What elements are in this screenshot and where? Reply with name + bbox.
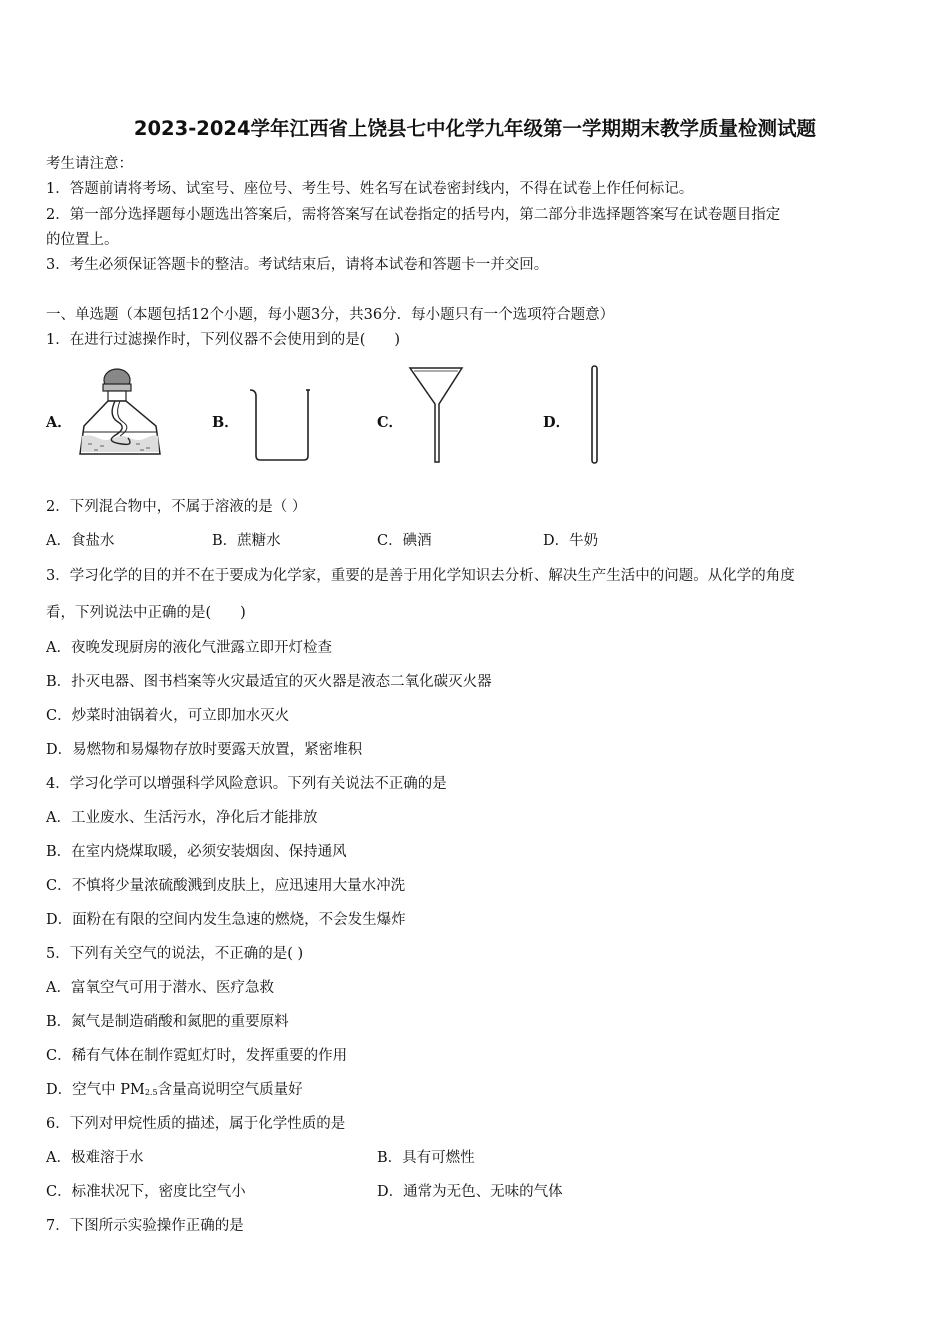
q5-option-d [46, 1078, 303, 1099]
q5-option-c: C．稀有气体在制作霓虹灯时，发挥重要的作用 [46, 1048, 348, 1064]
pm-subscript: 2.5 [144, 1088, 158, 1097]
q1-label-b: B． [212, 414, 239, 431]
q2-option-d: D．牛奶 [543, 533, 599, 549]
glass-rod-icon [588, 364, 602, 466]
question-2-stem: 2．下列混合物中，不属于溶液的是（ ） [46, 499, 307, 515]
q3-option-a: A．夜晚发现厨房的液化气泄露立即开灯检查 [46, 640, 332, 656]
q4-option-b: B．在室内烧煤取暖，必须安装烟囱、保持通风 [46, 844, 347, 860]
q6-option-b: B．具有可燃性 [377, 1150, 475, 1166]
q4-option-d: D．面粉在有限的空间内发生急速的燃烧，不会发生爆炸 [46, 912, 406, 928]
q2-option-a: A．食盐水 [46, 533, 115, 549]
q2-option-c: C．碘酒 [377, 533, 432, 549]
q1-label-a: A． [46, 414, 72, 431]
q3-option-d: D．易燃物和易爆物存放时要露天放置，紧密堆积 [46, 742, 363, 758]
funnel-icon [406, 364, 466, 466]
q5-option-a: A．富氧空气可用于潜水、医疗急救 [46, 980, 274, 996]
q6-option-d: D．通常为无色、无味的气体 [377, 1184, 563, 1200]
section-heading: 一、单选题（本题包括12个小题，每小题3分，共36分．每小题只有一个选项符合题意） [46, 307, 615, 323]
q4-option-c: C．不慎将少量浓硫酸溅到皮肤上，应迅速用大量水冲洗 [46, 878, 406, 894]
q3-option-b: B．扑灭电器、图书档案等火灾最适宜的灭火器是液态二氧化碳灭火器 [46, 674, 492, 690]
question-7-stem: 7．下图所示实验操作正确的是 [46, 1218, 244, 1234]
q4-option-a: A．工业废水、生活污水，净化后才能排放 [46, 810, 318, 826]
beaker-icon [246, 386, 316, 464]
notice-item: 2．第一部分选择题每小题选出答案后，需将答案写在试卷指定的括号内，第二部分非选择题答案写在试卷题目指定 [46, 207, 781, 223]
question-4-stem: 4．学习化学可以增强科学风险意识。下列有关说法不正确的是 [46, 776, 447, 792]
q1-label-d: D． [543, 414, 571, 431]
notice-item: 1．答题前请将考场、试室号、座位号、考生号、姓名写在试卷密封线内，不得在试卷上作任何标记。 [46, 181, 694, 197]
question-3-stem: 3．学习化学的目的并不在于要成为化学家，重要的是善于用化学知识去分析、解决生产生活中的问题。从化学的角度 [46, 568, 795, 584]
q5-option-d-text: D．空气中 PM [46, 1082, 145, 1098]
question-3-stem-cont: 看，下列说法中正确的是( ) [46, 605, 246, 621]
notice-item: 的位置上。 [46, 232, 119, 248]
q1-label-c: C． [377, 414, 404, 431]
q6-option-c: C．标准状况下，密度比空气小 [46, 1184, 246, 1200]
question-6-stem: 6．下列对甲烷性质的描述，属于化学性质的是 [46, 1116, 346, 1132]
q6-option-a: A．极难溶于水 [46, 1150, 144, 1166]
question-1-stem: 1．在进行过滤操作时，下列仪器不会使用到的是( ) [46, 332, 401, 348]
notice-heading: 考生请注意： [46, 156, 133, 172]
page-title: 2023-2024学年江西省上饶县七中化学九年级第一学期期末教学质量检测试题 [133, 117, 817, 140]
alcohol-lamp-icon [70, 366, 170, 462]
q3-option-c: C．炒菜时油锅着火，可立即加水灭火 [46, 708, 290, 724]
q5-option-d-text-end: 含量高说明空气质量好 [157, 1082, 303, 1098]
notice-item: 3．考生必须保证答题卡的整洁。考试结束后，请将本试卷和答题卡一并交回。 [46, 257, 549, 273]
question-5-stem: 5．下列有关空气的说法，不正确的是( ) [46, 946, 304, 962]
q5-option-b: B．氮气是制造硝酸和氮肥的重要原料 [46, 1014, 289, 1030]
q2-option-b: B．蔗糖水 [212, 533, 281, 549]
